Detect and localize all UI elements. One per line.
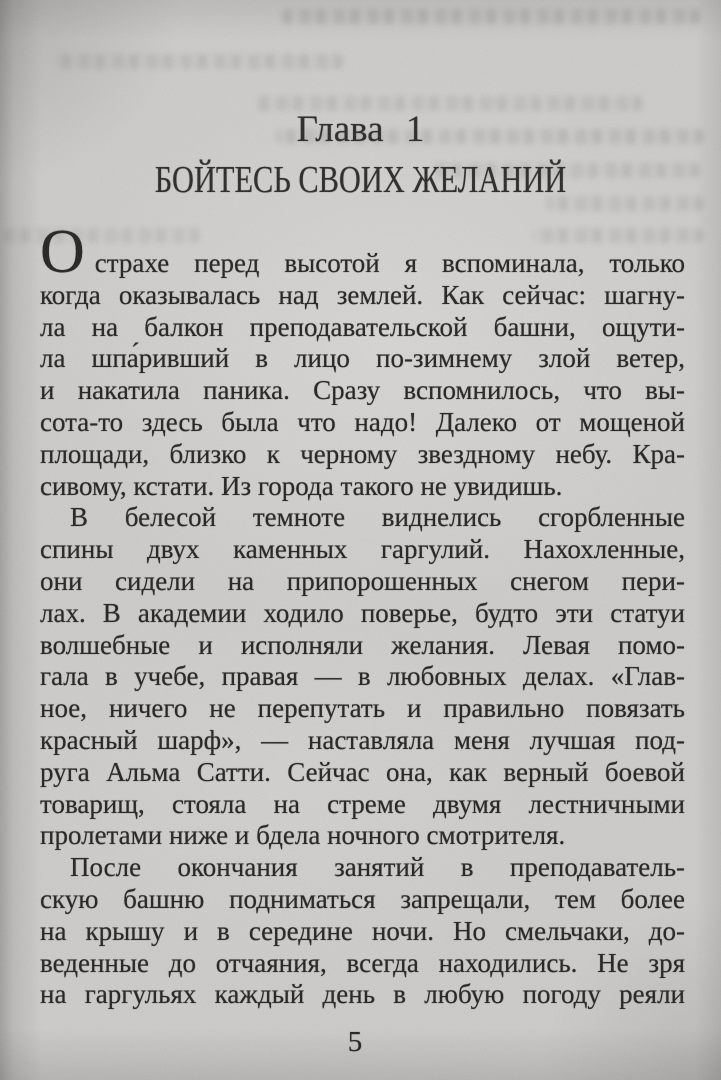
body-line: сота-то здесь была что надо! Далеко от мощеной: [40, 406, 685, 437]
chapter-label: Глава 1: [296, 109, 425, 150]
body-line: когда оказывалась над землей. Как сейчас: шагну-: [40, 279, 685, 310]
body-line: сивому, кстати. Из города такого не увидишь.: [40, 470, 563, 501]
body-line: После окончания занятий в преподаватель-: [70, 852, 685, 883]
body-line: спины двух каменных гаргулий. Нахохленные,: [40, 534, 685, 565]
body-line: товарищ, стояла на стреме двумя лестничными: [40, 788, 685, 819]
body-line: красный шарф», — наставляла меня лучшая под-: [40, 724, 685, 755]
body-line: гала в учебе, правая — в любовных делах. «Глав-: [40, 661, 685, 692]
body-line: волшебные и исполняли желания. Левая помо-: [40, 629, 685, 660]
chapter-heading: [0, 108, 721, 203]
body-line: [40, 218, 685, 286]
body-line: на крышу и в середине ночи. Но смельчаки, до-: [40, 915, 685, 946]
body-line: руга Альма Сатти. Сейчас она, как верный боевой: [40, 756, 685, 787]
body-line: пролетами ниже и бдела ночного смотрителя.: [40, 820, 566, 851]
body-line: площади, близко к черному звездному небу. Кра-: [40, 438, 685, 469]
body-line-text: страхе перед высотой я вспоминала, только: [94, 248, 685, 278]
body-line: лах. В академии ходило поверье, будто эти статуи: [40, 597, 685, 628]
bleedthrough-line: [282, 9, 700, 24]
chapter-title: БОЙТЕСЬ СВОИХ ЖЕЛАНИЙ: [154, 159, 567, 201]
body-text: [40, 218, 685, 1011]
body-line: ла на балкон преподавательской башни, ощути-: [40, 311, 685, 342]
bleedthrough-line: [2, 228, 200, 243]
bleedthrough-line: [532, 228, 704, 243]
bleedthrough-line: [55, 54, 343, 69]
body-line: и накатила паника. Сразу вспомнилось, что вы-: [40, 375, 685, 406]
drop-cap-initial: О: [40, 218, 85, 286]
body-line: веденные до отчаяния, всегда находились. Не зря: [40, 947, 685, 978]
body-line: на гаргульях каждый день в любую погоду реяли: [40, 979, 685, 1010]
body-line: скую башню подниматься запрещали, тем более: [40, 883, 685, 914]
body-line: они сидели на припорошенных снегом пери-: [40, 565, 685, 596]
body-line: В белесой темноте виднелись сгорбленные: [70, 502, 685, 533]
page-number: 5: [347, 1026, 363, 1058]
body-line: ное, ничего не перепутать и правильно повязать: [40, 693, 685, 724]
body-line: ла шпа́ривший в лицо по-зимнему злой ветер,: [40, 343, 685, 374]
